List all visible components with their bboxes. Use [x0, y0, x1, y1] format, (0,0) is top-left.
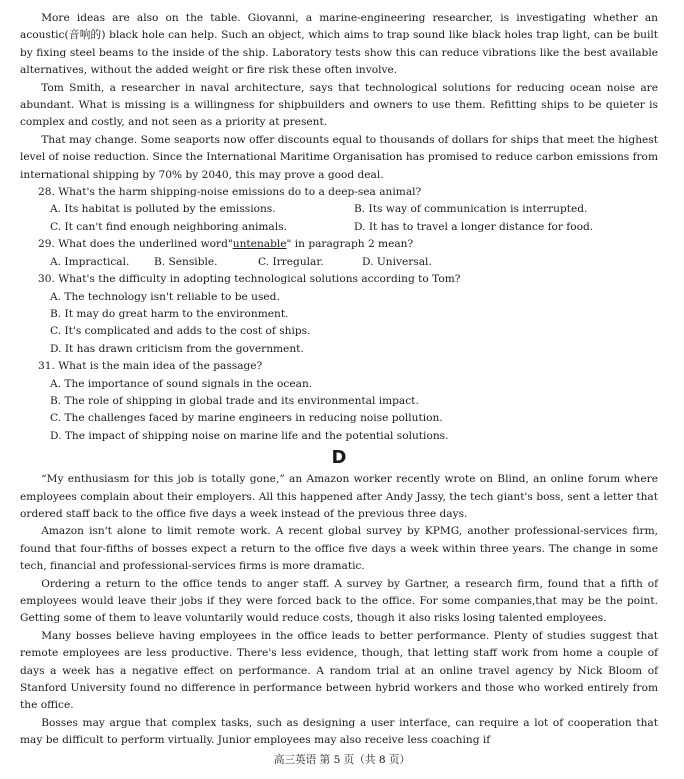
passage-paragraph: Tom Smith, a researcher in naval architecture, says that technological solutions for reducing ocean noise are abundant. What is missing is a willingness for shipbuilders and owners to use them. Refitting ships to be quieter is complex and costly, and not seen as a priority at present.	[20, 81, 658, 129]
passage-paragraph: Bosses may argue that complex tasks, such as designing a user interface, can require a lot of cooperation that may be difficult to perform virtually. Junior employees may also receive less coaching if	[20, 716, 658, 747]
option-a: A. Impractical.	[50, 255, 130, 268]
option-b: B. Its way of communication is interrupted.	[354, 203, 588, 216]
passage-paragraph: Ordering a return to the office tends to anger staff. A survey by Gartner, a research firm, found that a fifth of employees would leave their jobs if they were forced back to the office. For some companies,that may be the point. Getting some of them to leave voluntarily would reduce costs, though it also risks losing talented employees.	[20, 577, 658, 625]
stem-text: " in paragraph 2 mean?	[286, 238, 414, 251]
option-d: D. It has to travel a longer distance for food.	[354, 220, 594, 233]
page-footer: 高三英语 第 5 页（共 8 页）	[273, 754, 411, 766]
passage-paragraph: Many bosses believe having employees in the office leads to better performance. Plenty of studies suggest that remote employees are less productive. There's less evidence, though, that letting staff work from home a couple of days a week has a negative effect on performance. A random trial at an online travel agency by Nick Bloom of Stanford University found no difference in performance between hybrid workers and those who worked entirely from the office.	[20, 629, 658, 712]
passage-paragraph: That may change. Some seaports now offer discounts equal to thousands of dollars for ships that meet the highest level of noise reduction. Since the International Maritime Organisation has promised to reduce carbon emissions from international shipping by 70% by 2040, this may prove a good deal.	[20, 133, 658, 181]
option-b: B. Sensible.	[154, 255, 218, 268]
option-c: C. It can't find enough neighboring animals.	[50, 220, 287, 233]
option-c: C. Irregular.	[258, 255, 324, 268]
option-a: A. The importance of sound signals in the ocean.	[50, 377, 313, 390]
passage-paragraph: More ideas are also on the table. Giovanni, a marine-engineering researcher, is investigating whether an acoustic(音响的) black hole can help. Such an object, which aims to trap sound like black holes trap light, can be built by fixing steel beams to the inside of the ship. Laboratory tests show this can reduce vibrations like the best available alternatives, without the added weight or fire risk these often involve.	[20, 12, 658, 77]
question-29-options	[50, 254, 658, 271]
question-28-stem: 28. What's the harm shipping-noise emissions do to a deep-sea animal?	[38, 186, 422, 199]
option-d: D. Universal.	[362, 255, 432, 268]
option-c: C. The challenges faced by marine engineers in reducing noise pollution.	[50, 412, 443, 425]
option-a: A. The technology isn't reliable to be used.	[50, 290, 280, 303]
question-28-options	[50, 201, 658, 236]
option-d: D. The impact of shipping noise on marine life and the potential solutions.	[50, 429, 449, 442]
passage-paragraph: Amazon isn't alone to limit remote work. A recent global survey by KPMG, another professional-services firm, found that four-fifths of bosses expect a return to the office five days a week within three years. The change in some tech, financial and professional-services firms is more dramatic.	[20, 525, 658, 573]
passage-paragraph: “My enthusiasm for this job is totally gone,” an Amazon worker recently wrote on Blind, an online forum where employees complain about their employers. All this happened after Andy Jassy, the tech giant's boss, sent a letter that ordered staff back to the office five days a week instead of the previous three days.	[20, 473, 658, 520]
option-b: B. It may do great harm to the environment.	[50, 307, 289, 320]
option-b: B. The role of shipping in global trade and its environmental impact.	[50, 394, 419, 407]
section-title: D	[331, 447, 347, 469]
stem-text: 29. What does the underlined word"	[38, 238, 233, 251]
question-31-stem: 31. What is the main idea of the passage?	[38, 360, 263, 373]
question-30-stem: 30. What's the difficulty in adopting technological solutions according to Tom?	[38, 273, 461, 286]
option-a: A. Its habitat is polluted by the emissions.	[50, 203, 276, 216]
underlined-word: untenable	[232, 238, 287, 251]
option-d: D. It has drawn criticism from the government.	[50, 342, 304, 355]
question-29-stem	[38, 236, 658, 253]
option-c: C. It's complicated and adds to the cost of ships.	[50, 325, 311, 338]
